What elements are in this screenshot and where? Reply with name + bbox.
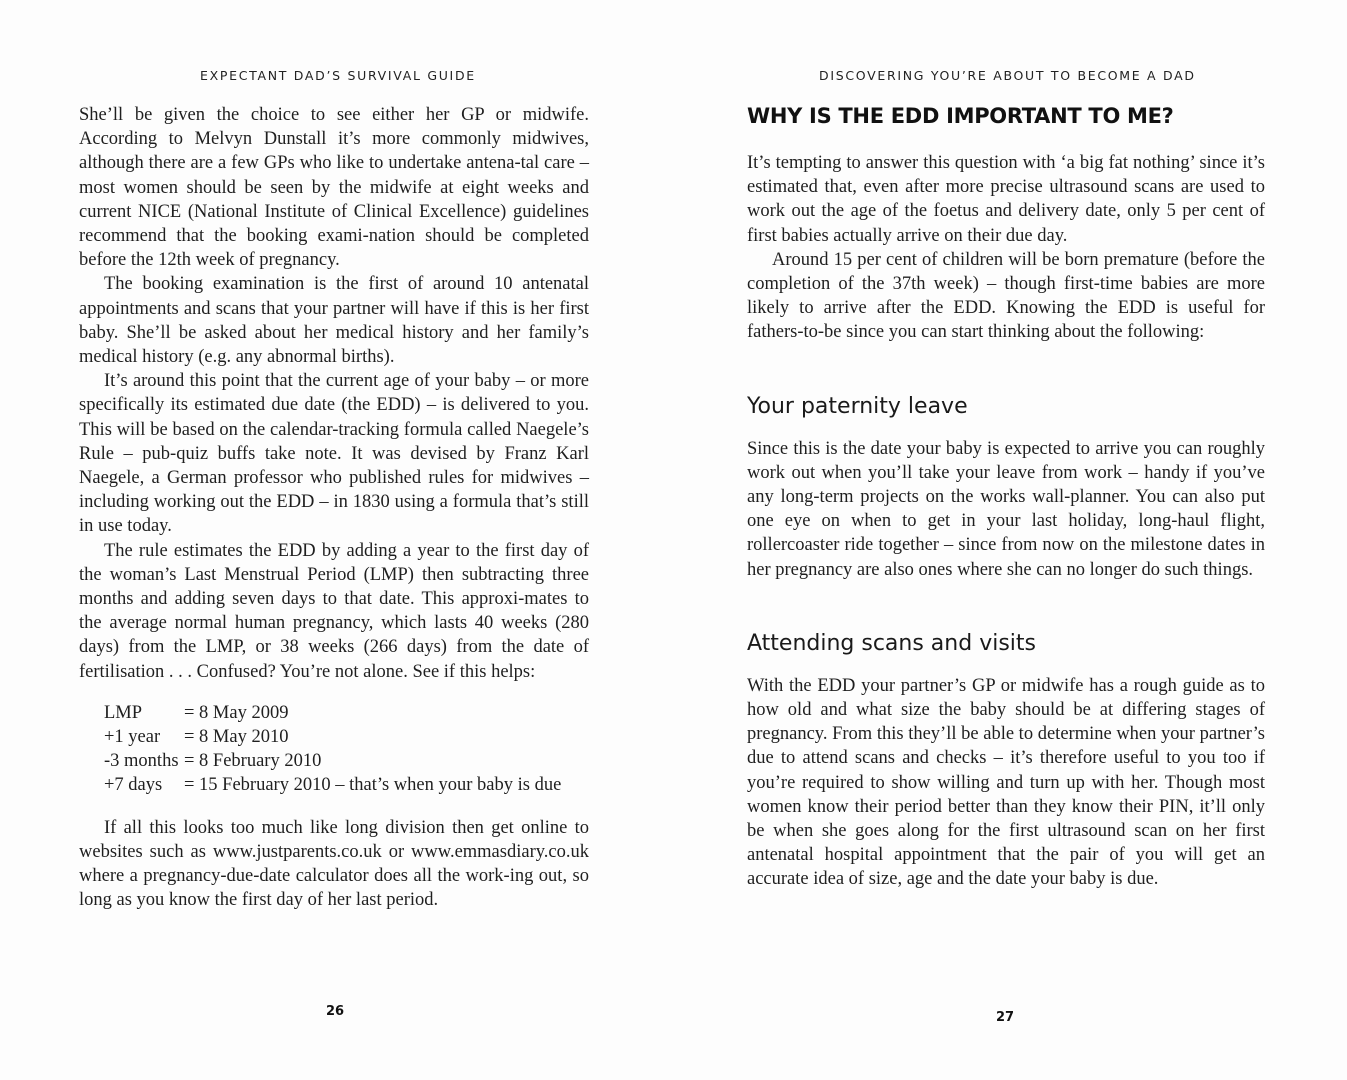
running-head: DISCOVERING YOU’RE ABOUT TO BECOME A DAD [819, 68, 1196, 83]
calculation-label: +1 year [104, 727, 161, 748]
body-paragraph: If all this looks too much like long division then get online to websites such as www.justparents.co.uk or www.emmasdiary.co.uk where a pregnancy-due-date calculator does all the work-ing out, so long as you know the first day of her last period. [79, 817, 589, 911]
edd-calculation-table [104, 701, 561, 798]
calculation-label: +7 days [104, 775, 163, 796]
body-paragraph: With the EDD your partner’s GP or midwife has a rough guide as to how old and what size the baby should be at differing stages of pregnancy. From this they’ll be able to determine when your partner’s due to attend scans and checks – it’s therefore useful to you too if you’re required to show willing and turn up with her. Though most women know their period better than they know their PIN, it’ll only be when she goes along for the first ultrasound scan on her first antenatal hospital appointment that the pair of you will get an accurate idea of size, age and the date your baby is due. [747, 675, 1265, 890]
body-paragraph: The booking examination is the first of around 10 antenatal appointments and scans that your partner will have if this is her first baby. She’ll be asked about her medical history and her family’s medical history (e.g. any abnormal births). [79, 274, 589, 368]
body-paragraph: The rule estimates the EDD by adding a year to the first day of the woman’s Last Menstrual Period (LMP) then subtracting three months and adding seven days to that date. This approxi-mates to the average normal human pregnancy, which lasts 40 weeks (280 days) from the LMP, or 38 weeks (266 days) from the date of fertilisation . . . Confused? You’re not alone. See if this helps: [79, 540, 589, 682]
page-number: 27 [996, 1010, 1015, 1025]
subsection-heading: Your paternity leave [747, 393, 968, 419]
calculation-label: -3 months [104, 751, 179, 772]
body-paragraph: She’ll be given the choice to see either her GP or midwife. According to Melvyn Dunstall it’s more commonly midwives, although there are a few GPs who like to undertake antena-tal care – most women should be seen by the midwife at eight weeks and current NICE (National Institute of Clinical Excellence) guidelines recommend that the booking exami-nation should be completed before the 12th week of pregnancy. [79, 105, 589, 271]
calculation-value: = 15 February 2010 – that’s when your baby is due [184, 775, 562, 796]
body-paragraph: Around 15 per cent of children will be born premature (before the completion of the 37th week) – though first-time babies are more likely to arrive after the EDD. Knowing the EDD is useful for fathers-to-be since you can start thinking about the following: [747, 249, 1265, 343]
running-head: EXPECTANT DAD’S SURVIVAL GUIDE [200, 68, 476, 83]
left-page [0, 0, 673, 1080]
calculation-value: = 8 February 2010 [184, 751, 322, 772]
section-heading: WHY IS THE EDD IMPORTANT TO ME? [747, 104, 1174, 128]
page-number: 26 [326, 1004, 345, 1019]
calculation-value: = 8 May 2009 [184, 702, 289, 723]
calculation-row [104, 773, 561, 797]
body-paragraph: It’s around this point that the current age of your baby – or more specifically its estimated due date (the EDD) – is delivered to you. This will be based on the calendar-tracking formula called Naegele’s Rule – pub-quiz buffs take note. It was devised by Franz Karl Naegele, a German professor who published rules for midwives – including working out the EDD – in 1830 using a formula that’s still in use today. [79, 371, 589, 537]
body-paragraph: Since this is the date your baby is expected to arrive you can roughly work out when you’ll take your leave from work – handy if you’ve any long-term projects on the works wall-planner. You can also put one eye on when to get in your last holiday, long-haul flight, rollercoaster ride together – since from now on the milestone dates in her pregnancy are also ones where she can no longer do such things. [747, 438, 1265, 580]
subsection-heading: Attending scans and visits [747, 630, 1036, 656]
body-paragraph: It’s tempting to answer this question with ‘a big fat nothing’ since it’s estimated that, even after more precise ultrasound scans are used to work out the age of the foetus and delivery date, only 5 per cent of first babies actually arrive on their due day. [747, 153, 1265, 246]
right-page [673, 0, 1347, 1080]
calculation-row [104, 749, 561, 773]
calculation-row [104, 725, 561, 749]
calculation-label: LMP [104, 702, 143, 723]
left-page-body [79, 103, 589, 913]
right-page-body [747, 103, 1265, 892]
calculation-value: = 8 May 2010 [184, 727, 289, 748]
calculation-row [104, 701, 561, 725]
